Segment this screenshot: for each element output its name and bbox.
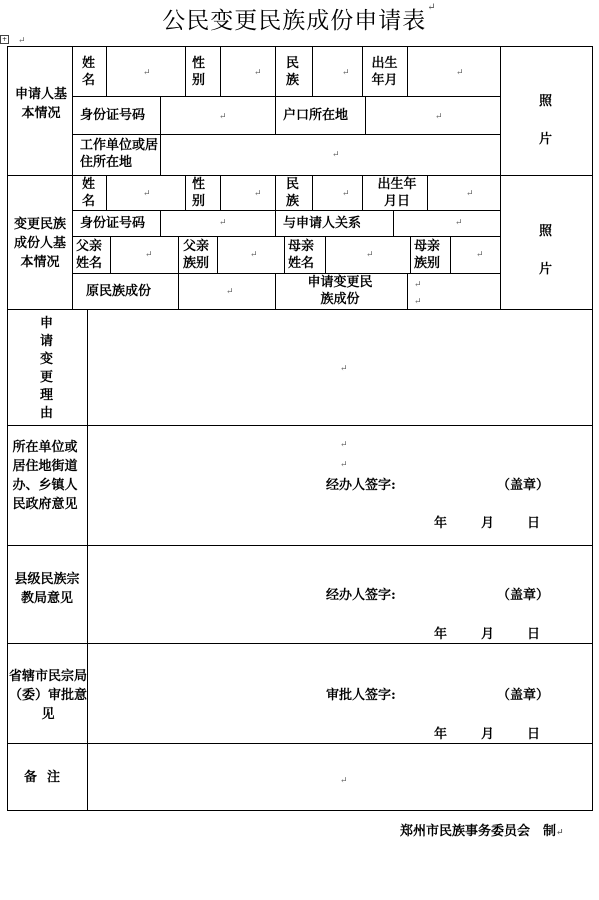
changer-name-label: 姓名 [81, 177, 95, 209]
county-seal-label: （盖章） [497, 588, 550, 603]
city-day-label: 日 [527, 727, 541, 742]
paragraph-mark-icon: ↵ [342, 189, 350, 199]
applicant-ethnicity-field[interactable] [313, 47, 361, 95]
changer-sex-field[interactable] [221, 176, 274, 209]
changer-section-label: 变更民族成份人基本情况 [13, 217, 66, 270]
paragraph-mark-icon: ↵ [414, 280, 422, 290]
applicant-section-label: 申请人基本情况 [15, 87, 68, 121]
applicant-id-field[interactable] [161, 97, 274, 133]
paragraph-mark-icon: ↵ [366, 250, 374, 260]
county-year-label: 年 [434, 627, 448, 642]
paragraph-mark-icon: ↵ [456, 68, 464, 78]
mother-ethnicity-label: 母亲族别 [414, 239, 441, 271]
changer-id-field[interactable] [161, 211, 274, 235]
changer-relation-field[interactable] [394, 211, 499, 235]
requested-ethnicity-label: 申请变更民族成份 [307, 275, 373, 307]
changer-ethnicity-field[interactable] [313, 176, 361, 209]
paragraph-mark-icon: ↵ [219, 218, 227, 228]
applicant-hukou-field[interactable] [366, 97, 499, 133]
changer-ethnicity-label: 民族 [285, 177, 299, 209]
city-year-label: 年 [434, 727, 448, 742]
paragraph-mark-icon: ↵ [340, 776, 348, 786]
city-signer-label: 审批人签字: [326, 688, 396, 703]
reason-label: 申请变更理由 [39, 316, 53, 421]
paragraph-mark-icon: ↵ [18, 36, 26, 46]
paragraph-mark-icon: ↵ [250, 250, 258, 260]
county-month-label: 月 [481, 627, 495, 642]
father-name-field[interactable] [111, 237, 177, 272]
paragraph-mark-icon: ↵ [254, 189, 262, 199]
city-month-label: 月 [481, 727, 495, 742]
changer-birth-field[interactable] [428, 176, 499, 209]
paragraph-mark-icon: ↵ [340, 460, 348, 470]
paragraph-mark-icon: ↵ [455, 218, 463, 228]
paragraph-mark-icon: ↵ [414, 297, 422, 307]
issuer-footer: 郑州市民族事务委员会 制↵ [400, 824, 564, 839]
paragraph-mark-icon: ↵ [340, 440, 348, 450]
unit-day-label: 日 [527, 516, 541, 531]
county-opinion-label: 县级民族宗教局意见 [14, 572, 80, 606]
paragraph-mark-icon: ↵ [254, 68, 262, 78]
applicant-workplace-label: 工作单位或居住所在地 [80, 138, 159, 170]
paragraph-mark-icon: ↵ [226, 287, 234, 297]
mother-ethnicity-field[interactable] [451, 237, 499, 272]
paragraph-mark-icon: ↵ [143, 189, 151, 199]
paragraph-mark-icon: ↵ [219, 112, 227, 122]
paragraph-mark-icon: ↵ [476, 250, 484, 260]
father-ethnicity-label: 父亲族别 [183, 239, 210, 271]
unit-month-label: 月 [481, 516, 495, 531]
paragraph-mark-icon: ↵ [340, 364, 348, 374]
applicant-name-label: 姓名 [81, 56, 95, 88]
table-move-handle-icon[interactable]: + [1, 36, 8, 43]
paragraph-mark-icon: ↵ [145, 250, 153, 260]
form-title: 公民变更民族成份申请表↵ [162, 2, 437, 34]
city-seal-label: （盖章） [497, 688, 550, 703]
paragraph-mark-icon: ↵ [435, 112, 443, 122]
applicant-photo-label: 照片 [538, 94, 552, 147]
paragraph-mark-icon: ↵ [466, 189, 474, 199]
applicant-sex-label: 性别 [191, 56, 205, 88]
changer-photo-label: 照片 [538, 224, 552, 277]
county-signer-label: 经办人签字: [326, 588, 396, 603]
remarks-label: 备注 [24, 770, 71, 785]
unit-signer-label: 经办人签字: [326, 478, 396, 493]
requested-ethnicity-field[interactable] [408, 274, 499, 308]
applicant-birth-field[interactable] [408, 47, 499, 95]
applicant-photo-box[interactable] [501, 47, 591, 174]
city-opinion-label: 省辖市民宗局（委）审批意见 [9, 669, 88, 722]
changer-sex-label: 性别 [191, 177, 205, 209]
unit-seal-label: （盖章） [497, 478, 550, 493]
changer-birth-label: 出生年月日 [377, 177, 417, 209]
unit-opinion-label: 所在单位或居住地街道办、乡镇人民政府意见 [12, 440, 78, 512]
changer-id-label: 身份证号码 [80, 216, 146, 231]
applicant-hukou-label: 户口所在地 [283, 108, 349, 123]
unit-year-label: 年 [434, 516, 448, 531]
paragraph-mark-icon: ↵ [332, 150, 340, 160]
changer-relation-label: 与申请人关系 [283, 216, 362, 231]
applicant-ethnicity-label: 民族 [285, 56, 299, 88]
paragraph-mark-icon: ↵ [342, 68, 350, 78]
changer-photo-box[interactable] [501, 176, 591, 308]
paragraph-mark-icon: ↵ [143, 68, 151, 78]
applicant-birth-label: 出生年月 [371, 56, 398, 88]
original-ethnicity-label: 原民族成份 [86, 284, 152, 299]
county-day-label: 日 [527, 627, 541, 642]
applicant-sex-field[interactable] [221, 47, 274, 95]
applicant-workplace-field[interactable] [161, 135, 499, 174]
mother-name-label: 母亲姓名 [288, 239, 315, 271]
applicant-id-label: 身份证号码 [80, 108, 146, 123]
father-name-label: 父亲姓名 [76, 239, 103, 271]
